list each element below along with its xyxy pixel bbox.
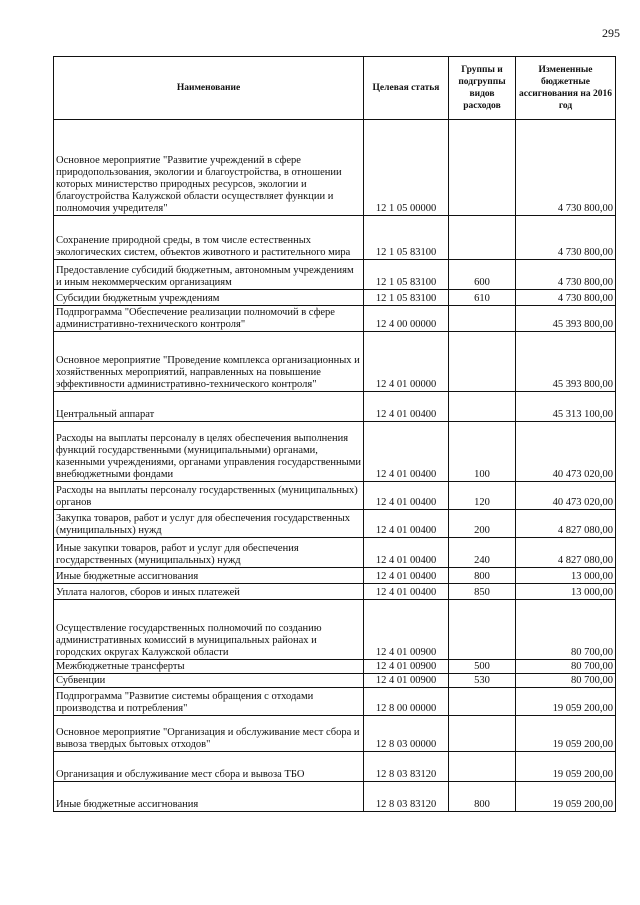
row-group-code [449, 688, 516, 716]
row-amount: 4 827 080,00 [516, 538, 616, 568]
table-row [54, 782, 616, 812]
row-name: Подпрограмма "Обеспечение реализации полномочий в сфере административно-технического контроля" [54, 306, 364, 332]
row-amount: 80 700,00 [516, 660, 616, 674]
row-amount: 19 059 200,00 [516, 752, 616, 782]
row-group-code: 200 [449, 510, 516, 538]
row-group-code: 500 [449, 660, 516, 674]
table-row [54, 290, 616, 306]
row-group-code [449, 752, 516, 782]
row-name: Осуществление государственных полномочий по созданию административных комиссий в муниципальных районах и городских округах Калужской области [54, 600, 364, 660]
row-amount: 4 730 800,00 [516, 216, 616, 260]
table-header-row [54, 57, 616, 120]
row-name: Иные закупки товаров, работ и услуг для обеспечения государственных (муниципальных) нужд [54, 538, 364, 568]
row-name: Организация и обслуживание мест сбора и вывоза ТБО [54, 752, 364, 782]
row-target-code: 12 1 05 83100 [364, 216, 449, 260]
row-amount: 80 700,00 [516, 600, 616, 660]
row-group-code: 120 [449, 482, 516, 510]
row-group-code [449, 120, 516, 216]
row-amount: 13 000,00 [516, 584, 616, 600]
row-target-code: 12 8 03 83120 [364, 752, 449, 782]
table-row [54, 660, 616, 674]
row-amount: 4 730 800,00 [516, 290, 616, 306]
table-row [54, 674, 616, 688]
row-target-code: 12 4 01 00400 [364, 568, 449, 584]
table-row [54, 688, 616, 716]
row-amount: 4 730 800,00 [516, 120, 616, 216]
row-amount: 40 473 020,00 [516, 422, 616, 482]
row-target-code: 12 4 00 00000 [364, 306, 449, 332]
row-group-code: 600 [449, 260, 516, 290]
table-row [54, 584, 616, 600]
row-target-code: 12 4 01 00900 [364, 660, 449, 674]
row-target-code: 12 4 01 00400 [364, 538, 449, 568]
row-amount: 19 059 200,00 [516, 716, 616, 752]
row-group-code [449, 306, 516, 332]
row-target-code: 12 1 05 83100 [364, 290, 449, 306]
row-name: Субвенции [54, 674, 364, 688]
row-group-code [449, 716, 516, 752]
table-row [54, 538, 616, 568]
row-name: Уплата налогов, сборов и иных платежей [54, 584, 364, 600]
header-name: Наименование [54, 57, 364, 120]
row-group-code [449, 332, 516, 392]
row-name: Закупка товаров, работ и услуг для обеспечения государственных (муниципальных) нужд [54, 510, 364, 538]
table-row [54, 716, 616, 752]
row-target-code: 12 8 03 00000 [364, 716, 449, 752]
row-target-code: 12 4 01 00000 [364, 332, 449, 392]
row-amount: 19 059 200,00 [516, 688, 616, 716]
row-group-code [449, 216, 516, 260]
row-target-code: 12 4 01 00400 [364, 482, 449, 510]
table-row [54, 260, 616, 290]
row-amount: 40 473 020,00 [516, 482, 616, 510]
budget-table [53, 56, 616, 812]
row-amount: 45 393 800,00 [516, 306, 616, 332]
row-name: Основное мероприятие "Развитие учреждений в сфере природопользования, экологии и благоустройства, в отношении которых министерство природных ресурсов, экологии и благоустройства Калужской области осуществляет функции и полномочия учредителя" [54, 120, 364, 216]
row-name: Иные бюджетные ассигнования [54, 782, 364, 812]
row-target-code: 12 1 05 00000 [364, 120, 449, 216]
header-target: Целевая статья [364, 57, 449, 120]
row-name: Основное мероприятие "Проведение комплекса организационных и хозяйственных мероприятий, направленных на повышение эффективности административно-технического контроля" [54, 332, 364, 392]
row-name: Основное мероприятие "Организация и обслуживание мест сбора и вывоза твердых бытовых отходов" [54, 716, 364, 752]
row-name: Иные бюджетные ассигнования [54, 568, 364, 584]
row-group-code [449, 600, 516, 660]
row-amount: 13 000,00 [516, 568, 616, 584]
table-row [54, 332, 616, 392]
row-amount: 80 700,00 [516, 674, 616, 688]
row-name: Центральный аппарат [54, 392, 364, 422]
table-row [54, 422, 616, 482]
row-group-code: 800 [449, 568, 516, 584]
table-row [54, 510, 616, 538]
row-amount: 4 730 800,00 [516, 260, 616, 290]
row-name: Расходы на выплаты персоналу государственных (муниципальных) органов [54, 482, 364, 510]
header-groups: Группы и подгруппы видов расходов [449, 57, 516, 120]
row-name: Расходы на выплаты персоналу в целях обеспечения выполнения функций государственными (муниципальными) органами, казенными учреждениями, органами управления государственными внебюджетными фондами [54, 422, 364, 482]
row-target-code: 12 4 01 00900 [364, 674, 449, 688]
row-group-code: 610 [449, 290, 516, 306]
row-target-code: 12 4 01 00400 [364, 422, 449, 482]
table-row [54, 392, 616, 422]
row-target-code: 12 4 01 00900 [364, 600, 449, 660]
row-name: Предоставление субсидий бюджетным, автономным учреждениям и иным некоммерческим организациям [54, 260, 364, 290]
row-target-code: 12 4 01 00400 [364, 584, 449, 600]
row-target-code: 12 4 01 00400 [364, 510, 449, 538]
row-amount: 19 059 200,00 [516, 782, 616, 812]
table-row [54, 306, 616, 332]
row-amount: 45 313 100,00 [516, 392, 616, 422]
row-name: Субсидии бюджетным учреждениям [54, 290, 364, 306]
table-row [54, 568, 616, 584]
row-group-code: 240 [449, 538, 516, 568]
row-group-code [449, 392, 516, 422]
row-target-code: 12 8 03 83120 [364, 782, 449, 812]
table-row [54, 216, 616, 260]
row-group-code: 530 [449, 674, 516, 688]
row-group-code: 100 [449, 422, 516, 482]
row-name: Межбюджетные трансферты [54, 660, 364, 674]
row-amount: 4 827 080,00 [516, 510, 616, 538]
row-name: Сохранение природной среды, в том числе естественных экологических систем, объектов животного и растительного мира [54, 216, 364, 260]
table-row [54, 482, 616, 510]
row-target-code: 12 1 05 83100 [364, 260, 449, 290]
row-group-code: 800 [449, 782, 516, 812]
page-number: 295 [602, 26, 620, 40]
table-row [54, 752, 616, 782]
row-amount: 45 393 800,00 [516, 332, 616, 392]
table-row [54, 120, 616, 216]
row-name: Подпрограмма "Развитие системы обращения с отходами производства и потребления" [54, 688, 364, 716]
row-group-code: 850 [449, 584, 516, 600]
table-row [54, 600, 616, 660]
row-target-code: 12 4 01 00400 [364, 392, 449, 422]
header-amount: Измененные бюджетные ассигнования на 2016 год [516, 57, 616, 120]
row-target-code: 12 8 00 00000 [364, 688, 449, 716]
